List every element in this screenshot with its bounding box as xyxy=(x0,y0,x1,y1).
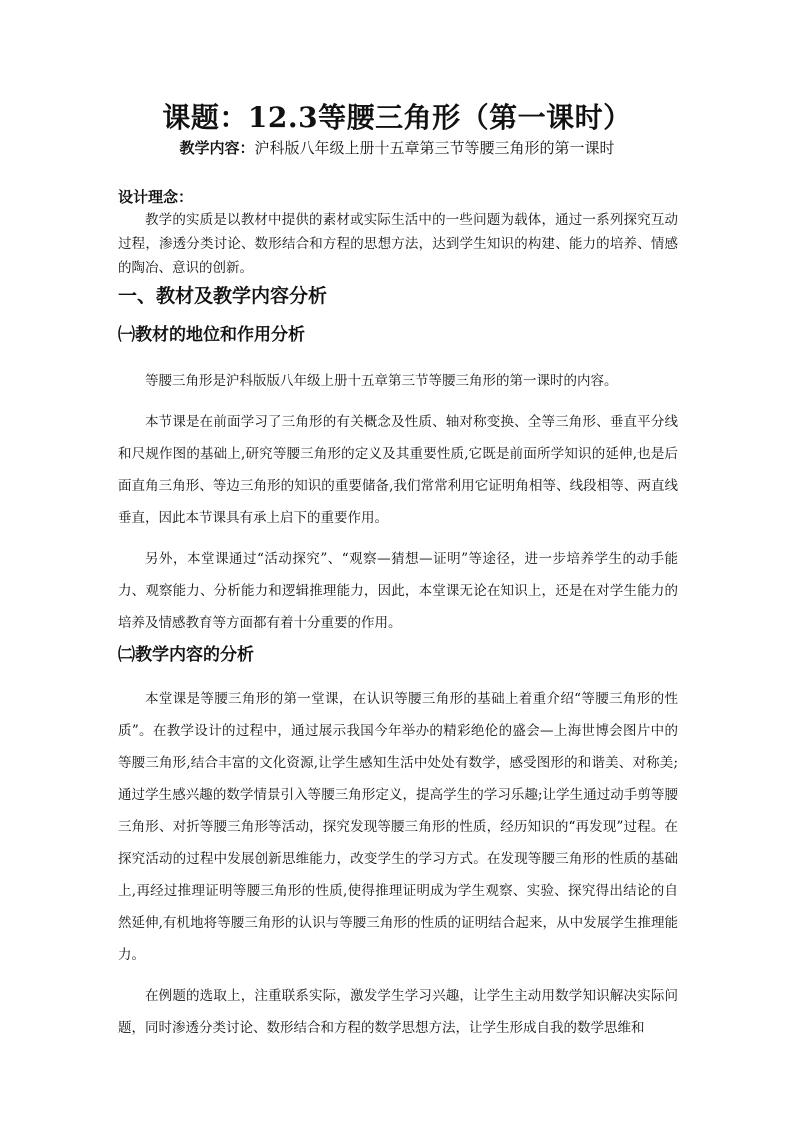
subtitle-text: 沪科版八年级上册十五章第三节等腰三角形的第一课时 xyxy=(254,139,615,157)
subsection2-heading xyxy=(118,642,678,668)
section1-heading: 一、教材及教学内容分析 xyxy=(118,285,328,307)
page-title: 课题：12.3等腰三角形（第一课时） xyxy=(162,101,632,134)
paragraph: 本节课是在前面学习了三角形的有关概念及性质、轴对称变换、全等三角形、垂直平分线和尺规作图的基础上,研究等腰三角形的定义及其重要性质,它既是前面所学知识的延伸,也是后面直角三角形、等边三角形的知识的重要储备,我们常常利用它证明角相等、线段相等、两直线垂直，因此本节课具有承上启下的重要作用。 xyxy=(118,414,678,526)
paragraph: 在例题的选取上，注重联系实际，激发学生学习兴趣，让学生主动用数学知识解决实际问题，同时渗透分类讨论、数形结合和方程的数学思想方法，让学生形成自我的数学思维和 xyxy=(118,988,678,1036)
subsection2-body xyxy=(118,683,678,1044)
subsection1-title: ㈠教材的地位和作用分析 xyxy=(118,325,305,345)
paragraph: 等腰三角形是沪科版版八年级上册十五章第三节等腰三角形的第一课时的内容。 xyxy=(145,373,618,389)
design-concept-section xyxy=(118,186,678,280)
subsection1-body xyxy=(118,365,678,639)
subsection2-title: ㈡教学内容的分析 xyxy=(118,645,254,665)
subsection1-heading xyxy=(118,322,678,348)
paragraph: 本堂课是等腰三角形的第一堂课，在认识等腰三角形的基础上着重介绍“等腰三角形的性质”。在教学设计的过程中，通过展示我国今年举办的精彩绝伦的盛会—上海世博会图片中的等腰三角形,结合丰富的文化资源,让学生感知生活中处处有数学，感受图形的和谐美、对称美;通过学生感兴趣的数学情景引入等腰三角形定义，提高学生的学习乐趣;让学生通过动手剪等腰三角形、对折等腰三角形等活动，探究发现等腰三角形的性质，经历知识的“再发现”过程。在探究活动的过程中发展创新思维能力，改变学生的学习方式。在发现等腰三角形的性质的基础上,再经过推理证明等腰三角形的性质,使得推理证明成为学生观察、实验、探究得出结论的自然延伸,有机地将等腰三角形的认识与等腰三角形的性质的证明结合起来，从中发展学生推理能力。 xyxy=(118,691,678,963)
design-concept-body: 教学的实质是以教材中提供的素材或实际生活中的一些问题为载体，通过一系列探究互动过程，渗透分类讨论、数形结合和方程的思想方法，达到学生知识的构建、能力的培养、情感的陶冶、意识的创新。 xyxy=(118,212,678,276)
paragraph: 另外，本堂课通过“活动探究”、“观察—猜想—证明”等途径，进一步培养学生的动手能力、观察能力、分析能力和逻辑推理能力，因此，本堂课无论在知识上，还是在对学生能力的培养及情感教育等方面都有着十分重要的作用。 xyxy=(118,551,678,631)
page-subtitle xyxy=(0,137,794,159)
subtitle-label: 教学内容： xyxy=(179,139,255,157)
design-concept-heading: 设计理念： xyxy=(118,188,194,206)
